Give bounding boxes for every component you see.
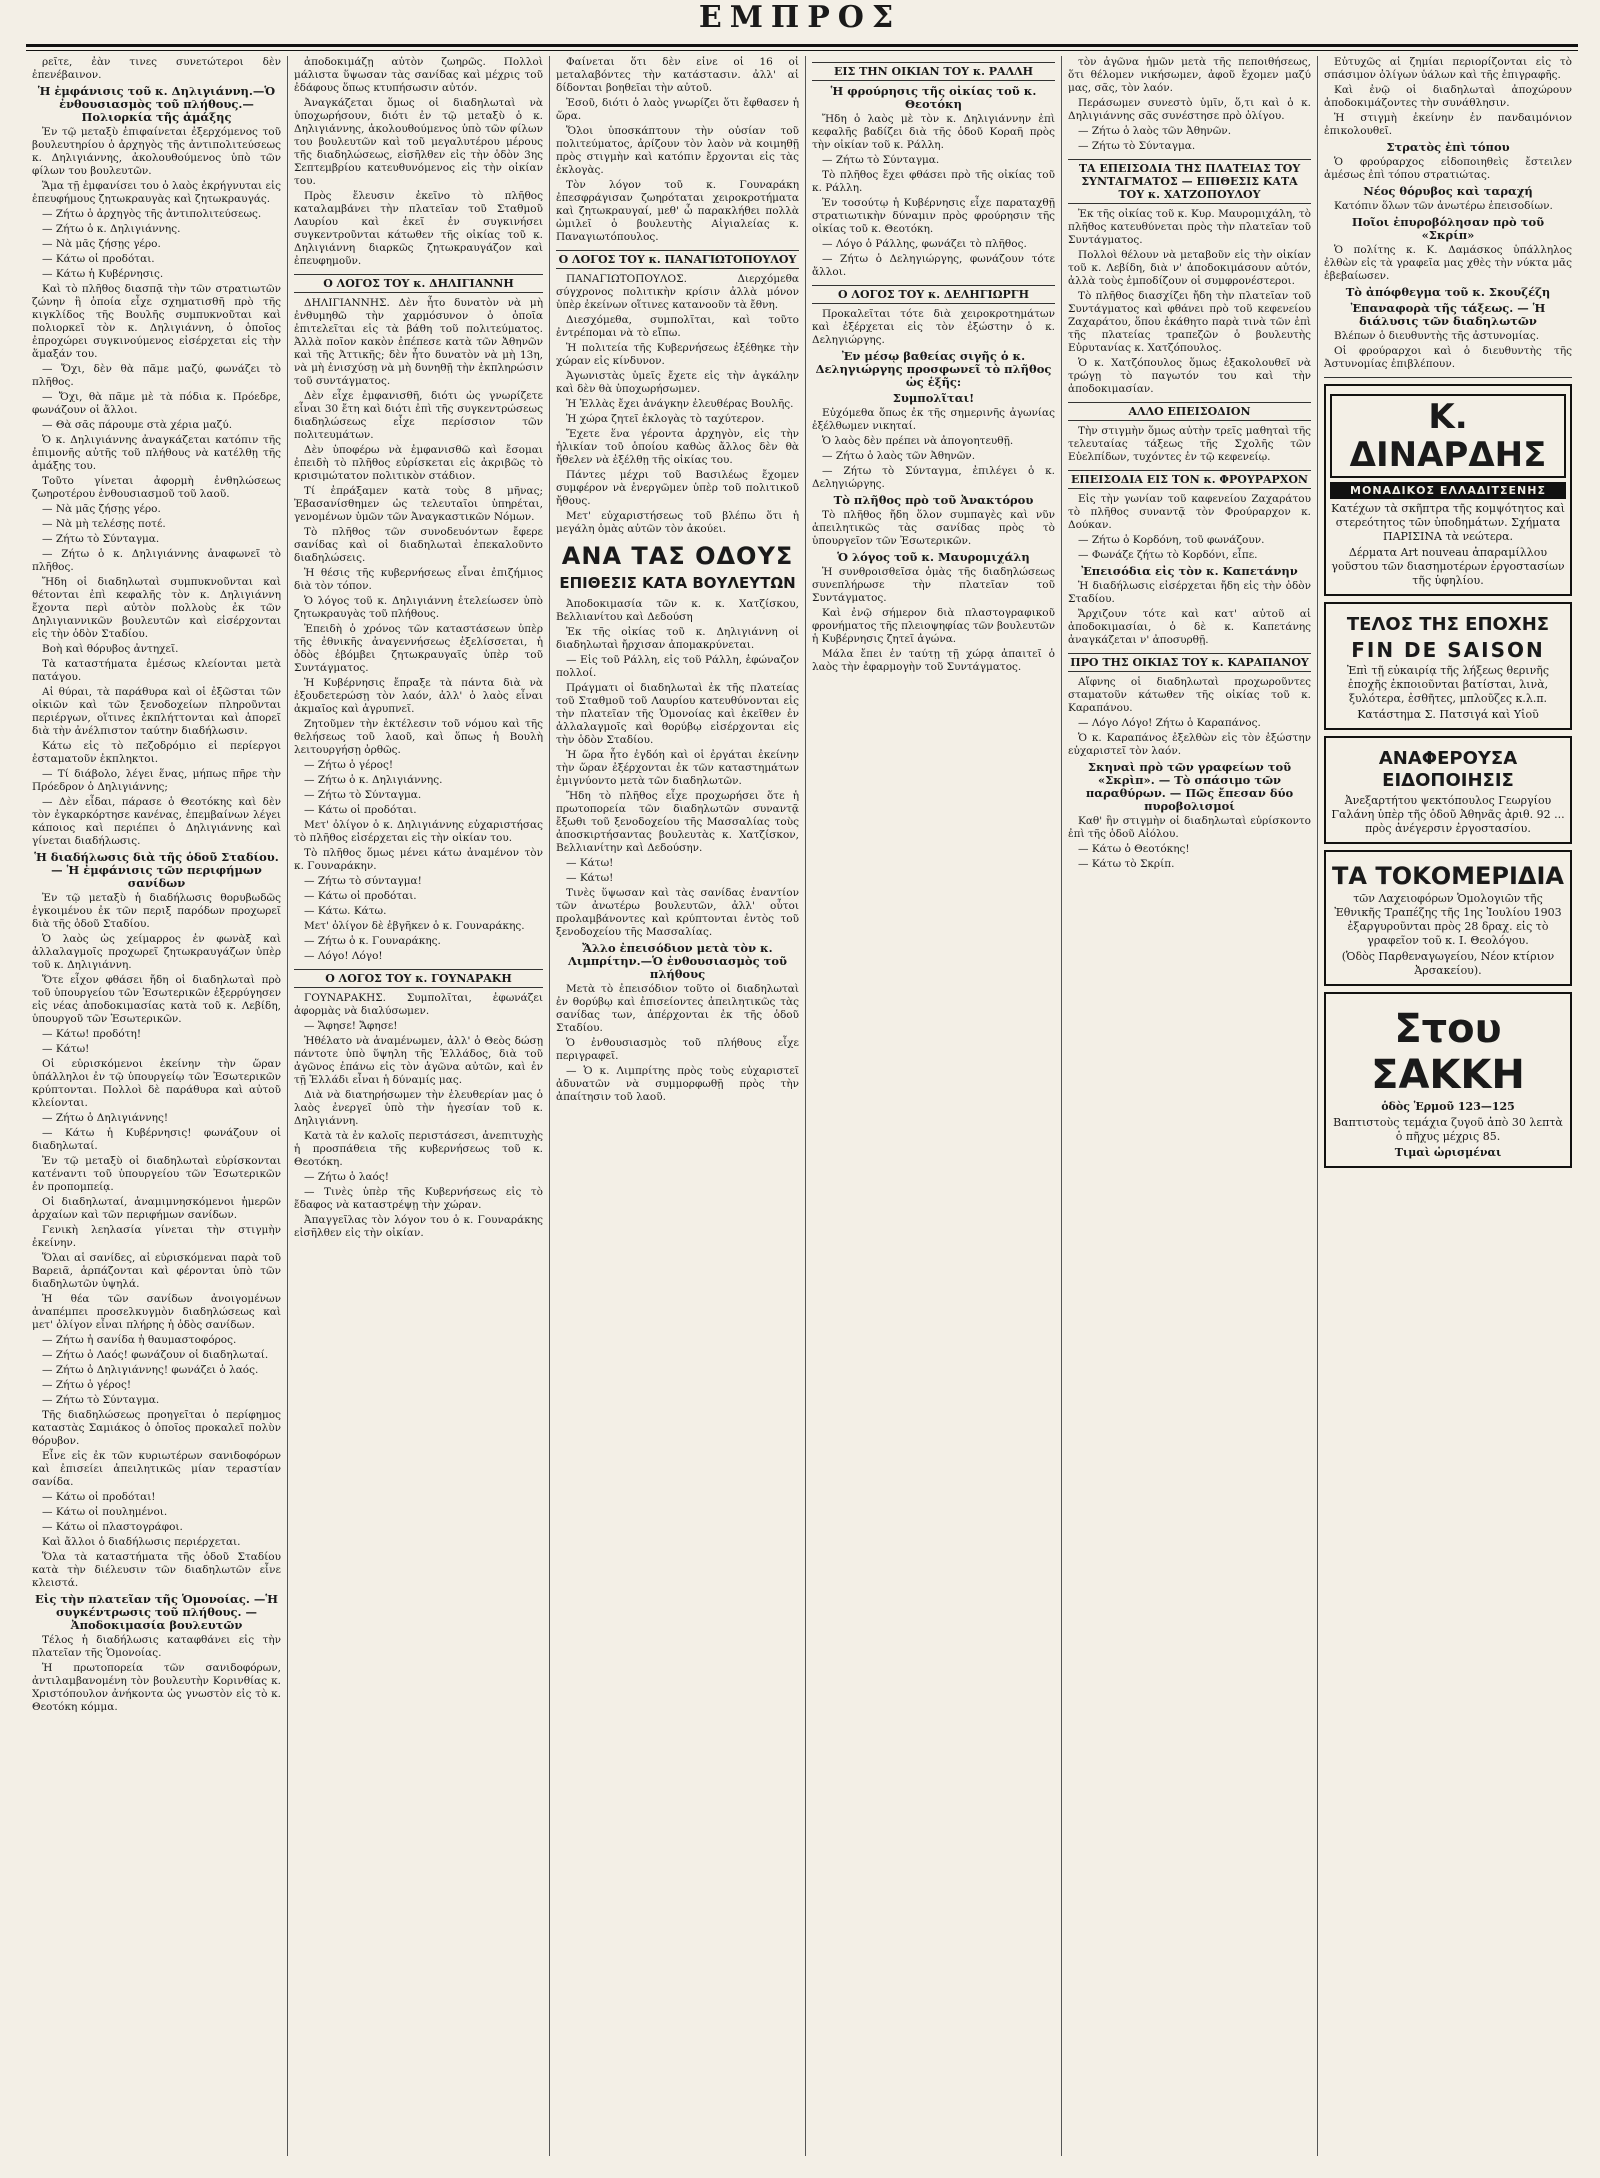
- article-paragraph: — Ὄχι, θὰ πᾶμε μὲ τὰ πόδια κ. Πρόεδρε, φωνάζουν οἱ ἄλλοι.: [32, 391, 281, 416]
- article-paragraph: — Ὄχι, δὲν θὰ πᾶμε μαζύ, φωνάζει τὸ πλῆθος.: [32, 363, 281, 388]
- article-paragraph: Ἐν τοσούτῳ ἡ Κυβέρνησις εἶχε παραταχθῇ στρατιωτικὴν δύναμιν πρὸς φρούρησιν τῆς οἰκίας τοῦ κ. Θεοτόκη.: [812, 197, 1055, 235]
- article-paragraph: — Εἰς τοῦ Ράλλη, εἰς τοῦ Ράλλη, ἐφώναζον πολλοί.: [556, 654, 799, 679]
- article-paragraph: — Ζήτω ὁ γέρος!: [42, 1379, 132, 1391]
- article-subheading: Ἐπεισόδια εἰς τὸν κ. Καπετάνην: [1081, 564, 1298, 578]
- article-paragraph: — Λόγο ὁ Ράλλης, φωνάζει τὸ πλῆθος.: [822, 238, 1027, 250]
- article-paragraph: Καθ' ἣν στιγμὴν οἱ διαδηλωταὶ εὑρίσκοντο ἐπὶ τῆς ὁδοῦ Αἰόλου.: [1068, 815, 1311, 840]
- ad-fin-de-saison: [1324, 602, 1572, 730]
- article-paragraph: — Ἄφησε! Ἄφησε!: [304, 1020, 398, 1032]
- article-paragraph: Ἐπειδὴ ὁ χρόνος τῶν καταστάσεων ὑπὲρ τῆς ἐθνικῆς ἀναγεννήσεως ἐξελίσσεται, ἡ ὁδὸς ἐβόμβει ζητωκραυγαῖς ὑπὲρ τοῦ Συντάγματος.: [294, 623, 543, 674]
- ad-separator: [1324, 377, 1572, 378]
- article-paragraph: Τὸ πλῆθος ἔχει φθάσει πρὸ τῆς οἰκίας τοῦ κ. Ράλλη.: [812, 169, 1055, 194]
- ad-tokomeridia-line: (Ὁδὸς Παρθεναγωγείου, Νέον κτίριον Ἀρσακείου).: [1341, 950, 1555, 977]
- ad-tokomeridia-title: ΤΑ ΤΟΚΟΜΕΡΙΔΙΑ: [1332, 862, 1564, 890]
- article-paragraph: — Ζήτω ὁ γέρος!: [304, 759, 394, 771]
- article-paragraph: Εὐχόμεθα ὅπως ἐκ τῆς σημερινῆς ἀγωνίας ἐξέλθωμεν νικηταί.: [812, 407, 1055, 432]
- article-paragraph: — Ζήτω ὁ κ. Γουναράκης.: [304, 935, 441, 947]
- ad-sakkis-line: ὁδὸς Ἑρμοῦ 123—125: [1381, 1100, 1515, 1113]
- article-paragraph: — Ζήτω τὸ σύνταγμα!: [304, 875, 422, 887]
- article-paragraph: Καὶ ἐνῷ σήμερον διὰ πλαστογραφικοῦ φρονήματος τῆς πλειοψηφίας τῶν βουλευτῶν ἡ Κυβέρνησις ζητεῖ ἀγώνα.: [812, 607, 1055, 645]
- article-subheading: Ἡ διαδήλωσις διὰ τῆς ὁδοῦ Σταδίου. — Ἡ ἐμφάνισις τῶν περιφήμων σανίδων: [34, 850, 279, 890]
- ad-dinardis-line: Κατέχων τὰ σκῆπτρα τῆς κομψότητος καὶ στερεότητος τῶν ὑποδημάτων. Σχήματα ΠΑΡΙΣΙΝΑ τὰ νεώτερα.: [1331, 502, 1565, 543]
- article-subheading: Ἡ ἐμφάνισις τοῦ κ. Δηλιγιάννη.—Ὁ ἐνθουσιασμὸς τοῦ πλήθους.—Πολιορκία τῆς ἁμάξης: [37, 84, 276, 124]
- masthead-rule-thin: [26, 50, 1578, 51]
- article-paragraph: — Κάτω!: [566, 857, 614, 869]
- article-paragraph: Ἡ Κυβέρνησις ἔπραξε τὰ πάντα διὰ νὰ ἐξουδετερώσῃ τὸν λαόν, ἀλλ' ὁ λαὸς εἶναι ἀκμαῖος καὶ ἀγρυπνεῖ.: [294, 677, 543, 715]
- article-paragraph: Τέλος ἡ διαδήλωσις καταφθάνει εἰς τὴν πλατεῖαν τῆς Ὁμονοίας.: [32, 1634, 281, 1659]
- article-paragraph: Τὸν λόγον τοῦ κ. Γουναράκη ἐπεσφράγισαν ζωηρόταται χειροκροτήματα καὶ ζητωκραυγαί, μεθ' ὧ παρακλήθει πολλὰ ὡμιλεῖ ὁ βουλευτὴς Αἰγιαλείας κ. Παναγιωτόπουλος.: [556, 179, 799, 243]
- ad-sakkis-line: Τιμαὶ ὡρισμέναι: [1394, 1146, 1502, 1159]
- article-paragraph: — Νὰ μᾶς ζήσῃς γέρο.: [42, 238, 161, 250]
- article-paragraph: — Κάτω ἡ Κυβέρνησις! φωνάζουν οἱ διαδηλωταί.: [32, 1127, 281, 1152]
- article-paragraph: — Ζήτω ὁ Δηλιγιάννης!: [42, 1112, 169, 1124]
- ad-fin-line: Ἐπὶ τῇ εὐκαιρίᾳ τῆς λήξεως θερινῆς ἐποχῆς ἐκποιοῦνται βατίσται, λινὰ, ξυλότερα, ἐσθῆτες, μπλοῦζες κ.λ.π.: [1346, 664, 1550, 705]
- article-paragraph: Μετ' εὐχαριστήσεως τοῦ βλέπω ὅτι ἡ μεγάλη ὁμὰς αὐτῶν τὸν ἀκούει.: [556, 510, 799, 535]
- article-paragraph: Ἡ ὥρα ἦτο ἐγδόη καὶ οἱ ἐργάται ἐκείνην τὴν ὥραν ἐξέρχονται ἐκ τῶν καταστημάτων ἐμιγνύοντο μετὰ τῶν διαδηλωτῶν.: [556, 749, 799, 787]
- article-paragraph: Τῆς διαδηλώσεως προηγεῖται ὁ περίφημος καταστὰς Σαμιάκος ὁ ὁποῖος προκαλεῖ πολὺν θόρυβον.: [32, 1409, 281, 1447]
- article-paragraph: Ἔχετε ἕνα γέροντα ἀρχηγὸν, εἰς τὴν ἡλικίαν τοῦ ὁποίου καθὼς ἄλλος δὲν θὰ ἤθελεν νὰ ἐξέλθῃ τῆς οἰκίας του.: [556, 428, 799, 466]
- article-paragraph: Ὅλαι αἱ σανίδες, αἱ εὑρισκόμεναι παρὰ τοῦ Βαρειᾶ, ἁρπάζονται καὶ φέρονται ὑπὸ τῶν διαδηλωτῶν ὑψηλά.: [32, 1252, 281, 1290]
- article-paragraph: τὸν ἀγῶνα ἡμῶν μετὰ τῆς πεποιθήσεως, ὅτι θέλομεν νικήσωμεν, ἀφοῦ ἔχομεν μαζύ μας, σᾶς, τὸν λαόν.: [1068, 56, 1311, 94]
- article-paragraph: Ὁ λόγος τοῦ κ. Δηλιγιάννη ἐτελείωσεν ὑπὸ ζητωκραυγὰς τοῦ πλήθους.: [294, 595, 543, 620]
- article-paragraph: Τοῦτο γίνεται ἀφορμὴ ἐνθηλώσεως ζωηροτέρου ἐνθουσιασμοῦ τοῦ λαοῦ.: [32, 475, 281, 500]
- article-paragraph: Κατόπιν ὅλων τῶν ἀνωτέρω ἐπεισοδίων.: [1334, 200, 1553, 212]
- article-paragraph: Ἡ στιγμὴ ἐκείνην ἐν πανδαιμόνιον ἐπικολουθεῖ.: [1324, 112, 1572, 137]
- article-paragraph: — Κάτω. Κάτω.: [304, 905, 387, 917]
- article-paragraph: — Κάτω οἱ προδόται.: [304, 890, 417, 902]
- article-paragraph: — Ζήτω ὁ λαὸς τῶν Ἀθηνῶν.: [1078, 125, 1232, 137]
- column-4: [806, 56, 1062, 2156]
- article-paragraph: — Ζήτω τὸ Σύνταγμα.: [822, 154, 940, 166]
- article-heading: ΠΡΟ ΤΗΣ ΟΙΚΙΑΣ ΤΟΥ κ. ΚΑΡΑΠΑΝΟΥ: [1068, 653, 1311, 672]
- ad-dinardis: [1324, 384, 1572, 596]
- ad-tokomeridia-line: τῶν Λαχειοφόρων Ὁμολογιῶν τῆς Ἐθνικῆς Τραπέζης τῆς 1ης Ἰουλίου 1903 ἐξαργυροῦνται πρὸς 28 δραχ. εἰς τὸ γραφεῖον τοῦ κ. Ι. Θεολόγου.: [1334, 892, 1562, 947]
- article-paragraph: Βοὴ καὶ θόρυβος ἀντηχεῖ.: [42, 643, 179, 655]
- article-paragraph: Πάντες μέχρι τοῦ Βασιλέως ἔχομεν συμφέρον νὰ ἐνεργῶμεν ὑπὲρ τοῦ πολιτικοῦ ἤθους.: [556, 469, 799, 507]
- article-paragraph: Ἐν τῷ μεταξὺ ἐπιφαίνεται ἐξερχόμενος τοῦ βουλευτηρίου ὁ ἀρχηγὸς τῆς ἀντιπολιτεύσεως κ. Δηλιγιάννης, ἀκολουθούμενος ὑπὸ τῶν φίλων του βουλευτῶν.: [32, 126, 281, 177]
- article-paragraph: — Θὰ σᾶς πάρουμε στὰ χέρια μαζύ.: [42, 419, 233, 431]
- article-paragraph: Ὁ κ. Χατζόπουλος ὅμως ἐξακολουθεῖ νὰ τρώγῃ τὸ παγωτόν του καὶ τὴν ἀποδοκιμασίαν.: [1068, 357, 1311, 395]
- article-paragraph: Πολλοὶ θέλουν νὰ μεταβοῦν εἰς τὴν οἰκίαν τοῦ κ. Λεβίδη, διὰ ν' ἀποδοκιμάσουν αὐτόν, ἀλλὰ τοὺς ἐμποδίζουν οἱ συμφρονέστεροι.: [1068, 249, 1311, 287]
- article-paragraph: Ἅμα τῇ ἐμφανίσει του ὁ λαὸς ἐκρήγνυται εἰς ἐπευφήμους ζητωκραυγὰς καὶ ζητωκραυγάς.: [32, 180, 281, 205]
- article-paragraph: — Ζήτω τὸ Σύνταγμα.: [304, 789, 422, 801]
- article-paragraph: Ἐκ τῆς οἰκίας τοῦ κ. Δηλιγιάννη οἱ διαδηλωταὶ ἤρχισαν ἀπομακρύνεται.: [556, 626, 799, 651]
- article-subheading: Σκηναὶ πρὸ τῶν γραφείων τοῦ «Σκρὶπ». — Τὸ σπάσιμο τῶν παραθύρων. — Πῶς ἔπεσαν δύο πυροβολισμοί: [1085, 760, 1294, 813]
- article-paragraph: Καὶ ἄλλοι ὁ διαδήλωσις περιέρχεται.: [42, 1536, 241, 1548]
- article-paragraph: — Ζήτω ἡ σανίδα ἡ θαυμαστοφόρος.: [42, 1334, 237, 1346]
- article-paragraph: — Κάτω οἱ προδόται.: [42, 253, 155, 265]
- article-paragraph: Ὁ κ. Δηλιγιάννης ἀναγκάζεται κατόπιν τῆς ἐπιμονῆς αὐτῆς τοῦ πλήθους νὰ κατέλθῃ τῆς ἁμάξης του.: [32, 434, 281, 472]
- article-paragraph: Ζητοῦμεν τὴν ἐκτέλεσιν τοῦ νόμου καὶ τῆς θελήσεως τοῦ λαοῦ, καὶ ὅπως ἡ Βουλὴ λειτουργήσῃ ὀρθῶς.: [294, 718, 543, 756]
- ad-anaferousa-text: Ἀνεξαρτήτου ψεκτόπουλος Γεωργίου Γαλάνη ὑπὲρ τῆς ὁδοῦ Ἀθηνᾶς ἀριθ. 92 ... πρὸς ἀνέγερσιν ἐργοστασίου.: [1331, 794, 1565, 835]
- article-subheading: Τὸ ἀπόφθεγμα τοῦ κ. Σκουζέζη: [1345, 285, 1551, 299]
- article-paragraph: Οἱ διαδηλωταί, ἀναμιμνησκόμενοι ἡμερῶν ἀρχαίων καὶ τῶν περιφήμων σανίδων.: [32, 1196, 281, 1221]
- article-paragraph: — Κάτω!: [42, 1043, 90, 1055]
- article-paragraph: — Ζήτω τὸ Σύνταγμα.: [1078, 140, 1196, 152]
- article-paragraph: — Λόγο Λόγο! Ζήτω ὁ Καραπάνος.: [1078, 717, 1261, 729]
- article-paragraph: ρεῖτε, ἐὰν τινες συνετώτεροι δὲν ἐπενέβαινον.: [32, 56, 281, 81]
- article-paragraph: — Φωνάζε ζήτω τὸ Κορδόνι, εἶπε.: [1078, 549, 1258, 561]
- column-2: [288, 56, 550, 2156]
- article-paragraph: Μετὰ τὸ ἐπεισόδιον τοῦτο οἱ διαδηλωταὶ ἐν θορύβῳ καὶ ἐπισείοντες ἀπειλητικῶς τὰς σανίδας των, ἀπέρχονται ἐκ τῆς ὁδοῦ Σταδίου.: [556, 983, 799, 1034]
- article-paragraph: Ἐν τῷ μεταξὺ ἡ διαδήλωσις θορυβωδῶς ἐγκοιμένου ἐκ τῶν περιξ παρόδων προχωρεῖ διὰ τῆς ὁδοῦ Σταδίου.: [32, 892, 281, 930]
- article-paragraph: Αἴφνης οἱ διαδηλωταὶ προχωροῦντες σταματοῦν κάτωθεν τῆς οἰκίας τοῦ κ. Καραπάνου.: [1068, 676, 1311, 714]
- article-paragraph: Ὁ φρούραρχος εἰδοποιηθεὶς ἔστειλεν ἀμέσως ἐπὶ τόπου στρατιώτας.: [1324, 156, 1572, 181]
- article-subheading: Νέος θόρυβος καὶ ταραχή: [1363, 184, 1533, 198]
- article-paragraph: — Κάτω οἱ πλαστογράφοι.: [42, 1521, 183, 1533]
- article-paragraph: Ὅτε εἶχον φθάσει ἤδη οἱ διαδηλωταὶ πρὸ τοῦ ὑπουργείου τῶν Ἐσωτερικῶν ἐξερρύγησεν εἰς νέας ἀποδοκιμασίας κατὰ τοῦ κ. Λεβίδη, ὑπουργοῦ τῶν Ἐσωτερικῶν.: [32, 974, 281, 1025]
- article-paragraph: Τὴν στιγμὴν ὅμως αὐτὴν τρεῖς μαθηταὶ τῆς τελευταίας τάξεως τῆς Σχολῆς τῶν Εὐελπίδων, τυχόντες ἐν τῷ κεφενείῳ.: [1068, 425, 1311, 463]
- article-paragraph: — Κάτω ὁ Θεοτόκης!: [1078, 843, 1190, 855]
- article-paragraph: Ἐκ τῆς οἰκίας τοῦ κ. Κυρ. Μαυρομιχάλη, τὸ πλῆθος κατευθύνεται πρὸς τὴν πλατεῖαν τοῦ Συντάγματος.: [1068, 208, 1311, 246]
- article-subheading: Τὸ πλῆθος πρὸ τοῦ Ἀνακτόρου: [833, 493, 1034, 507]
- article-paragraph: — Ζήτω τὸ Σύνταγμα, ἐπιλέγει ὁ κ. Δεληγιώργης.: [812, 465, 1055, 490]
- article-paragraph: Διεσχόμεθα, συμπολῖται, καὶ τοῦτο ἐντρέπομαι νὰ τὸ εἴπω.: [556, 314, 799, 339]
- article-paragraph: Καὶ ἐνῷ οἱ διαδηλωταὶ ἀποχώρουν ἀποδοκιμάζοντες τὴν συνάθλησιν.: [1324, 84, 1572, 109]
- article-paragraph: Αἱ θύραι, τὰ παράθυρα καὶ οἱ ἐξῶσται τῶν οἰκιῶν καὶ τῶν ξενοδοχείων πληροῦνται περιέργων, οἵτινες ἐκπλήττονται καὶ ἀπορεῖ διὰ τὴν ἀνέλπιστον ταύτην διαδήλωσιν.: [32, 686, 281, 737]
- article-paragraph: — Ζήτω ὁ λαός!: [304, 1171, 389, 1183]
- ad-fin-line: Κατάστημα Σ. Πατσιγά καὶ Υἱοῦ: [1357, 708, 1539, 721]
- article-heading: ΕΙΣ ΤΗΝ ΟΙΚΙΑΝ ΤΟΥ κ. ΡΑΛΛΗ: [812, 62, 1055, 81]
- ad-anaferousa: [1324, 736, 1572, 844]
- article-heading: Ο ΛΟΓΟΣ ΤΟΥ κ. ΓΟΥΝΑΡΑΚΗ: [294, 969, 543, 988]
- article-paragraph: — Ζήτω τὸ Σύνταγμα.: [42, 533, 160, 545]
- article-paragraph: — Νὰ μᾶς ζήσῃς γέρο.: [42, 503, 161, 515]
- article-paragraph: ΠΑΝΑΓΙΩΤΟΠΟΥΛΟΣ. Διερχόμεθα σύγχρονος πολιτικὴν κρίσιν ἀλλὰ μόνον ὑπὲρ ἐκείνων οἵτινες κατανοοῦν τὰ ἔθνη.: [556, 273, 799, 311]
- article-paragraph: ΓΟΥΝΑΡΑΚΗΣ. Συμπολῖται, ἐφωνάζει ἀφορμὰς νὰ διαλύσωμεν.: [294, 992, 543, 1017]
- article-paragraph: Δὲν εἶχε ἐμφανισθῆ, διότι ὡς γνωρίζετε εἶναι 30 ἔτη καὶ διότι ἐπὶ τῆς συγκεντρώσεως διαδηλώσεως εἶχε περίσσιον τῶν πολιτευμάτων.: [294, 390, 543, 441]
- article-subheading: Εἰς τὴν πλατεῖαν τῆς Ὁμονοίας. —Ἡ συγκέντρωσις τοῦ πλήθους. — Ἀποδοκιμασία βουλευτῶν: [35, 1592, 278, 1632]
- article-paragraph: Περάσωμεν συνεστὸ ὑμῖν, ὅ,τι καὶ ὁ κ. Δηλιγιάννης σᾶς συνέστησε πρὸ ὀλίγου.: [1068, 97, 1311, 122]
- ad-sakkis-line: Βαπτιστοὺς τεμάχια ζυγοῦ ἀπὸ 30 λεπτὰ ὁ πῆχυς μέχρις 85.: [1333, 1116, 1563, 1143]
- article-heading: ΤΑ ΕΠΕΙΣΟΔΙΑ ΤΗΣ ΠΛΑΤΕΙΑΣ ΤΟΥ ΣΥΝΤΑΓΜΑΤΟΣ — ΕΠΙΘΕΣΙΣ ΚΑΤΑ ΤΟΥ κ. ΧΑΤΖΟΠΟΥΛΟΥ: [1068, 159, 1311, 204]
- article-paragraph: Ἀναγκάζεται ὅμως οἱ διαδηλωταὶ νὰ ὑποχωρήσουν, διότι ἐν τῷ μεταξὺ ὁ κ. Δηλιγιάννης, ἀκολουθούμενος ὑπὸ τῶν φίλων του βουλευτῶν καὶ τοῦ μεγαλυτέρου μέρους τῆς διαδηλώσεως, εἰσῆλθεν εἰς τὴν ὁδὸν 3ης Σεπτεμβρίου κατευθυνόμενος εἰς τὴν οἰκίαν του.: [294, 97, 543, 187]
- article-paragraph: Ἡ θέα τῶν σανίδων ἀνοιγομένων ἀναπέμπει προσελκυγμὸν διαδηλώσεως καὶ μετ' ὀλίγον εἶναι πλήρης ἡ ὁδὸς σανίδων.: [32, 1293, 281, 1331]
- column-1: [26, 56, 288, 2156]
- article-paragraph: — Ζήτω ὁ κ. Δηλιγιάννης ἀναφωνεῖ τὸ πλῆθος.: [32, 548, 281, 573]
- ad-dinardis-line: Δέρματα Art nouveau ἀπαραμίλλου γοῦστου τῶν διασημοτέρων ἐργοστασίων τῆς ὑφηλίου.: [1331, 546, 1565, 587]
- article-paragraph: — Κάτω οἱ προδόται!: [42, 1491, 156, 1503]
- article-paragraph: Γενικὴ λεηλασία γίνεται τὴν στιγμὴν ἐκείνην.: [32, 1224, 281, 1249]
- article-paragraph: Οἱ εὑρισκόμενοι ἐκείνην τὴν ὥραν ὑπάλληλοι ἐν τῷ ὑπουργείῳ τῶν Ἐσωτερικῶν κρύπτονται. Πολλοὶ δὲ παράθυρα καὶ αὐτοῦ κλείονται.: [32, 1058, 281, 1109]
- article-paragraph: Ἠθέλατο νὰ ἀναμένωμεν, ἀλλ' ὁ Θεὸς δώσῃ πάντοτε ὑπὸ ὕψηλη τῆς Ἑλλάδος, διὰ τοῦ ἀγῶνος ἐπάνω εἰς τὸν ἀγῶνα αὐτῶν, καὶ ἐν τῇ Ἑλλάδι εἶναι ἡ δύναμίς μας.: [294, 1035, 543, 1086]
- article-paragraph: Ἀπαγγεῖλας τὸν λόγον του ὁ κ. Γουναράκης εἰσῆλθεν εἰς τὴν οἰκίαν.: [294, 1214, 543, 1239]
- ad-fin-title-gr: ΤΕΛΟΣ ΤΗΣ ΕΠΟΧΗΣ: [1346, 614, 1550, 635]
- article-paragraph: Ἀγωνιστὰς ὑμεῖς ἔχετε εἰς τὴν ἀγκάλην καὶ δὲν θὰ ὑποχωρήσωμεν.: [556, 370, 799, 395]
- article-paragraph: — Ζήτω ὁ Δεληγιώργης, φωνάζουν τότε ἄλλοι.: [812, 253, 1055, 278]
- article-paragraph: — Ζήτω τὸ Σύνταγμα.: [42, 1394, 160, 1406]
- article-paragraph: Ἤδη τὸ πλῆθος εἶχε προχωρήσει ὅτε ἡ πρωτοπορεία τῶν διαδηλωτῶν συναντᾷ ἔξωθι τοῦ ξενοδοχείου τῆς Μασσαλίας τοὺς ἀποσκιρτήσαντας βουλευτὰς κ. Χατζίσκον, Βελλιανίτην καὶ Δεδούσην.: [556, 790, 799, 854]
- column-5: [1062, 56, 1318, 2156]
- article-paragraph: Εἰς τὴν γωνίαν τοῦ καφενείου Ζαχαράτου τὸ πλῆθος συναντᾷ τὸν Φρούραρχον κ. Δούκαν.: [1068, 493, 1311, 531]
- article-paragraph: Κάτω εἰς τὸ πεζοδρόμιο εἰ περίεργοι ἐσταματοῦν ἐκπληκτοι.: [32, 740, 281, 765]
- article-paragraph: Διὰ νὰ διατηρήσωμεν τὴν ἐλευθερίαν μας ὁ λαὸς ἐνεργεῖ ὑπὸ τὴν ἡγεσίαν τοῦ κ. Δηλιγιάννη.: [294, 1089, 543, 1127]
- article-paragraph: — Λόγο! Λόγο!: [304, 950, 383, 962]
- article-paragraph: Μετ' ὀλίγον ὁ κ. Δηλιγιάννης εὐχαριστήσας τὸ πλῆθος εἰσέρχεται εἰς τὴν οἰκίαν του.: [294, 819, 543, 844]
- article-heading: Ο ΛΟΓΟΣ ΤΟΥ κ. ΔΗΛΙΓΙΑΝΝΗ: [294, 274, 543, 293]
- article-paragraph: Ἡ πολιτεία τῆς Κυβερνήσεως ἐξέθηκε τὴν χώραν εἰς κίνδυνον.: [556, 342, 799, 367]
- article-paragraph: Ὁ λαὸς ὡς χείμαρρος ἐν φωνὰξ καὶ ἀλλαλαγμοῖς προχωρεῖ ζητωκραυγάζων ὑπὲρ τοῦ κ. Δηλιγιάννη.: [32, 933, 281, 971]
- article-paragraph: — Κάτω οἱ προδόται.: [304, 804, 417, 816]
- article-paragraph: Μετ' ὀλίγον δὲ ἐβγῆκεν ὁ κ. Γουναράκης.: [304, 920, 525, 932]
- ad-anaferousa-title: ΑΝΑΦΕΡΟΥΣΑ ΕΙΔΟΠΟΙΗΣΙΣ: [1378, 748, 1518, 791]
- article-paragraph: Ὅλα τὰ καταστήματα τῆς ὁδοῦ Σταδίου κατὰ τὴν διέλευσιν τῶν διαδηλωτῶν εἶνε κλειστά.: [32, 1551, 281, 1589]
- article-subheading: Ἐν μέσῳ βαθείας σιγῆς ὁ κ. Δεληγιώργης προσφωνεῖ τὸ πλῆθος ὡς ἑξῆς:: [815, 349, 1052, 389]
- article-heading: Ο ΛΟΓΟΣ ΤΟΥ κ. ΠΑΝΑΓΙΩΤΟΠΟΥΛΟΥ: [556, 250, 799, 269]
- article-paragraph: Τὸ πλῆθος τῶν συνοδευόντων ἔφερε σανίδας καὶ οἱ διαδηλωταὶ ἐπεκαλοῦντο διαδηλώσεις.: [294, 526, 543, 564]
- article-paragraph: — Ζήτω ὁ κ. Δηλιγιάννης.: [304, 774, 443, 786]
- article-paragraph: Ἡ διαδήλωσις εἰσέρχεται ἤδη εἰς τὴν ὁδὸν Σταδίου.: [1068, 580, 1311, 605]
- article-paragraph: ἀποδοκιμάζῃ αὐτὸν ζωηρῶς. Πολλοὶ μάλιστα ὕψωσαν τὰς σανίδας καὶ μέχρις τοῦ ἐδάφους ὅπως κτυπήσωσιν αὐτόν.: [294, 56, 543, 94]
- article-paragraph: Ἤδη ὁ λαὸς μὲ τὸν κ. Δηλιγιάννην ἐπὶ κεφαλῆς βαδίζει διὰ τῆς ὁδοῦ Κοραῆ πρὸς τὴν οἰκίαν τοῦ κ. Ράλλη.: [812, 113, 1055, 151]
- article-paragraph: Εὐτυχῶς αἱ ζημίαι περιορίζονται εἰς τὸ σπάσιμον ὀλίγων ὑάλων καὶ τῆς ἐπιγραφῆς.: [1324, 56, 1572, 81]
- article-paragraph: — Ζήτω ὁ κ. Δηλιγιάννης.: [42, 223, 181, 235]
- article-paragraph: Δὲν ὑποφέρω νὰ ἐμφανισθῶ καὶ ἔσομαι ἐπειδὴ τὸ πλῆθος εὑρίσκεται εἰς ἀκριβῶς τὸ κρισιμώτατον πολιτικὸν στάδιον.: [294, 444, 543, 482]
- ad-sakkis-title: Στου ΣΑΚΚΗ: [1371, 1006, 1525, 1098]
- article-paragraph: — Νὰ μὴ τελέσῃς ποτέ.: [42, 518, 166, 530]
- article-subheading: Στρατὸς ἐπὶ τόπου: [1386, 140, 1510, 154]
- article-paragraph: Ὁ πολίτης κ. Κ. Δαμάσκος ὑπάλληλος ἐλθὼν εἰς τὰ γραφεῖα μας χθὲς τὴν νύκτα μᾶς ἐβεβαίωσεν.: [1324, 244, 1572, 282]
- article-paragraph: Ἄρχιζουν τότε καὶ κατ' αὐτοῦ αἱ ἀποδοκιμασίαι, ὁ δὲ κ. Καπετάνης ἀναγκάζεται ν' ἀποσυρθῇ.: [1068, 608, 1311, 646]
- section-subheadline: ΕΠΙΘΕΣΙΣ ΚΑΤΑ ΒΟΥΛΕΥΤΩΝ: [559, 574, 796, 592]
- article-paragraph: — Ὁ κ. Λιμπρίτης πρὸς τοὺς εὐχαριστεῖ ἀδυνατῶν νὰ συμμορφωθῇ πρὸς τὴν ἀπαίτησιν τοῦ λαοῦ.: [556, 1065, 799, 1103]
- column-6-ads: [1318, 56, 1578, 2156]
- masthead: [0, 0, 1600, 44]
- article-paragraph: Καὶ τὸ πλῆθος διασπᾷ τὴν τῶν στρατιωτῶν ζώνην ἣ ὁποία εἶχε σχηματισθῆ πρὸ τῆς κιγκλίδος τῆς Βουλῆς συμπυκνοῦται καὶ πολιορκεῖ τὸν κ. Δηλιγιάννη, ὁ ὁποῖος ἐπροχώρει συγκινούμενος εἰσέρχεται εἰς τὴν ἅμαξάν του.: [32, 283, 281, 360]
- article-paragraph: Ἐσοῦ, διότι ὁ λαὸς γνωρίζει ὅτι ἔφθασεν ἡ ὥρα.: [556, 97, 799, 122]
- ad-sakkis: [1324, 992, 1572, 1168]
- section-headline: ΑΝΑ ΤΑΣ ΟΔΟΥΣ: [561, 542, 794, 570]
- article-heading: ΑΛΛΟ ΕΠΕΙΣΟΔΙΟΝ: [1068, 402, 1311, 421]
- article-paragraph: Ἡ συνθροισθεῖσα ὁμὰς τῆς διαδηλώσεως συνεπλήρωσε τὴν πλατεῖαν τοῦ Συντάγματος.: [812, 566, 1055, 604]
- article-paragraph: — Ζήτω ὁ Κορδόνη, τοῦ φωνάζουν.: [1078, 534, 1265, 546]
- article-paragraph: — Κάτω!: [566, 872, 614, 884]
- article-paragraph: Οἱ φρούραρχοι καὶ ὁ διευθυντὴς τῆς Ἀστυνομίας ἐπιβλέπουν.: [1324, 345, 1572, 370]
- article-paragraph: — Τί διάβολο, λέγει ἕνας, μήπως πῆρε τὴν Πρόεδρον ὁ Δηλιγιάννης;: [32, 768, 281, 793]
- article-paragraph: Τὸ πλῆθος διασχίζει ἤδη τὴν πλατεῖαν τοῦ Συντάγματος καὶ φθάνει πρὸ τοῦ κεφενείου Ζαχαράτου, ὅπου ἐκάθητο παρὰ τινὰ τῶν ἐπὶ τῆς πλατείας τραπεζῶν ὁ βουλευτὴς Εὐρυτανίας κ. Χατζόπουλος.: [1068, 290, 1311, 354]
- article-paragraph: — Ζήτω ὁ λαὸς τῶν Ἀθηνῶν.: [822, 450, 976, 462]
- article-paragraph: Τὰ καταστήματα ἐμέσως κλείονται μετὰ πατάγου.: [32, 658, 281, 683]
- ad-dinardis-name: Κ. ΔΙΝΑΡΔΗΣ: [1330, 394, 1566, 478]
- article-paragraph: ΔΗΛΙΓΙΑΝΝΗΣ. Δὲν ἦτο δυνατὸν νὰ μὴ ἐνθυμηθῶ τὴν χαρμόσυνον ὁ ὁποῖα ἐπιτελεῖται εἰς τὰ βάθη τοῦ πολιτεύματος. Ἀλλὰ ποῖον κακὸν ἐπέπεσε κατὰ τῶν Ἀθηνῶν καὶ τῆς Ἀττικῆς; δὲν ἦτο δυνατὸν νὰ μὴ 13η, νὰ μὴ ἐνισχύσῃ νὰ μὴ δυνηθῇ τὴν ἐκπληρώσιν τοῦ συντάγματος.: [294, 297, 543, 387]
- article-paragraph: Ὁ λαὸς δὲν πρέπει νὰ ἀπογοητευθῇ.: [822, 435, 1014, 447]
- article-subheading: Ἄλλο ἐπεισόδιον μετὰ τὸν κ. Λιμπρίτην.—Ὁ ἐνθουσιασμὸς τοῦ πλήθους: [567, 941, 787, 981]
- article-paragraph: — Δὲν εἶδαι, πάρασε ὁ Θεοτόκης καὶ δὲν τὸν ἐγκαρκόρτησε κανένας, ἐπεμβαίνων λέγει κάποιος καὶ περιέπει ὁ Δηλιγιάννης καὶ γίνεται διαδήλωσις.: [32, 796, 281, 847]
- article-subheading: Ποῖοι ἐπυροβόλησαν πρὸ τοῦ «Σκρίπ»: [1351, 215, 1545, 242]
- article-paragraph: Ἀποδοκιμασία τῶν κ. κ. Χατζίσκου, Βελλιανίτου καὶ Δεδούση: [556, 598, 799, 623]
- article-paragraph: Ἡ θέσις τῆς κυβερνήσεως εἶναι ἐπιζήμιος διὰ τὸν τόπον.: [294, 567, 543, 592]
- article-paragraph: — Ζήτω ὁ Λαός! φωνάζουν οἱ διαδηλωταί.: [42, 1349, 269, 1361]
- column-6-articles: [1324, 56, 1572, 371]
- article-paragraph: Ἤδη οἱ διαδηλωταὶ συμπυκνοῦνται καὶ θέτονται ἐπὶ κεφαλῆς τὸν κ. Δηλιγιάννη ἔχοντα περὶ αὐτὸν πολλοὺς ἐκ τῶν Δηλιγιαννικῶν βουλευτῶν καὶ εἰσέρχονται εἰς τὴν ὁδὸν Σταδίου.: [32, 576, 281, 640]
- article-paragraph: Πράγματι οἱ διαδηλωταὶ ἐκ τῆς πλατείας τοῦ Σταθμοῦ τοῦ Λαυρίου κατευθύνονται εἰς τὴν πλατεῖαν τῆς Ὁμονοίας καὶ ἐκεῖθεν ἐν ἀλλαλαγμοῖς καὶ θορύβῳ εἰσέρχονται εἰς τὴν ὁδὸν Σταδίου.: [556, 682, 799, 746]
- article-paragraph: Ὅλοι ὑποσκάπτουν τὴν οὐσίαν τοῦ πολιτεύματος, ἀρίζουν τὸν λαὸν νὰ κοιμηθῇ πρὸς στιγμὴν καὶ κατόπιν ἔρχονται εἰς τὰς ἐκλογὰς.: [556, 125, 799, 176]
- masthead-rule: [26, 44, 1578, 47]
- article-paragraph: Μάλα ἔπει ἐν ταύτῃ τῇ χώρᾳ ἀπαιτεῖ ὁ λαὸς τὴν ἐφαρμογὴν τοῦ Συντάγματος.: [812, 648, 1055, 673]
- article-paragraph: Τὸ πλῆθος ἤδη ὅλον συμπαγὲς καὶ νῦν ἀπειλητικῶς τὰς σανίδας πρὸς τὸ ὑπουργεῖον τῶν Ἐσωτερικῶν.: [812, 509, 1055, 547]
- article-paragraph: Τινὲς ὕψωσαν καὶ τὰς σανίδας ἐναντίον τῶν ἀνωτέρω βουλευτῶν, ἀλλ' οὗτοι προλαμβάνοντες καὶ κρύπτονται ἐντὸς τοῦ ξενοδοχείου τῆς Μασσαλίας.: [556, 887, 799, 938]
- article-paragraph: — Κάτω ἡ Κυβέρνησις.: [42, 268, 164, 280]
- article-paragraph: Ὁ κ. Καραπάνος ἐξελθὼν εἰς τὸν ἐξώστην εὐχαριστεῖ τὸν λαόν.: [1068, 732, 1311, 757]
- columns-container: [26, 56, 1578, 2156]
- article-paragraph: — Ζήτω ὁ Δηλιγιάννης! φωνάζει ὁ λαός.: [42, 1364, 259, 1376]
- ad-fin-title-fr: FIN DE SAISON: [1351, 638, 1545, 662]
- article-paragraph: Κατὰ τὰ ἐν καλοῖς περιστάσεσι, ἀνεπιτυχὴς ἡ προσπάθεια τῆς κυβερνήσεως τοῦ κ. Θεοτόκη.: [294, 1130, 543, 1168]
- article-paragraph: Βλέπων ὁ διευθυντὴς τῆς ἀστυνομίας.: [1334, 330, 1540, 342]
- article-heading: ΕΠΕΙΣΟΔΙΑ ΕΙΣ ΤΟΝ κ. ΦΡΟΥΡΑΡΧΟΝ: [1068, 470, 1311, 489]
- article-subheading: Ὁ λόγος τοῦ κ. Μαυρομιχάλη: [837, 550, 1030, 564]
- article-paragraph: — Τινὲς ὑπὲρ τῆς Κυβερνήσεως εἰς τὸ ἔδαφος νὰ καταστρέψῃ τὴν χώραν.: [294, 1186, 543, 1211]
- article-paragraph: Φαίνεται ὅτι δὲν εἶνε οἱ 16 οἱ μεταλαβόντες τὴν κατάστασιν. ἀλλ' αἱ δίδονται βοηθεῖαι τὴν αὐτοῦ.: [556, 56, 799, 94]
- article-paragraph: — Κάτω! προδότη!: [42, 1028, 142, 1040]
- ad-dinardis-banner: ΜΟΝΑΔΙΚΟΣ ΕΛΛΑΔΙΤΣΕΝΗΣ: [1330, 482, 1566, 499]
- article-paragraph: Τί ἐπράξαμεν κατὰ τοὺς 8 μῆνας; Ἐβασανίσθημεν ὡς τελευταῖοι ὑπηρέται, γενομένων ὑμῶν τῶν Ἀναγκαστικῶν Νόμων.: [294, 485, 543, 523]
- article-paragraph: — Κάτω τὸ Σκρίπ.: [1078, 858, 1175, 870]
- article-paragraph: Ἡ Ἑλλὰς ἔχει ἀνάγκην ἐλευθέρας Βουλῆς.: [566, 398, 794, 410]
- article-subheading: Συμπολῖται!: [892, 391, 975, 405]
- article-heading: Ο ΛΟΓΟΣ ΤΟΥ κ. ΔΕΛΗΓΙΩΡΓΗ: [812, 285, 1055, 304]
- column-3: [550, 56, 806, 2156]
- article-paragraph: Ἐν τῷ μεταξὺ οἱ διαδηλωταὶ εὑρίσκονται κατέναντι τοῦ ὑπουργείου τῶν Ἐσωτερικῶν ἐν προπομπείᾳ.: [32, 1155, 281, 1193]
- article-paragraph: Εἶνε εἰς ἐκ τῶν κυριωτέρων σανιδοφόρων καὶ ἐπισείει ἀπειλητικῶς μίαν τεραστίαν σανίδα.: [32, 1450, 281, 1488]
- article-paragraph: Προκαλεῖται τότε διὰ χειροκροτημάτων καὶ ἐξέρχεται εἰς τὸν ἐξώστην ὁ κ. Δεληγιώργης.: [812, 308, 1055, 346]
- newspaper-title: ΕΜΠΡΟΣ: [698, 0, 902, 35]
- article-subheading: Ἐπαναφορὰ τῆς τάξεως. — Ἡ διάλυσις τῶν διαδηλωτῶν: [1350, 301, 1546, 328]
- article-paragraph: — Κάτω οἱ πουλημένοι.: [42, 1506, 168, 1518]
- article-subheading: Ἡ φρούρησις τῆς οἰκίας τοῦ κ. Θεοτόκη: [830, 84, 1037, 111]
- ad-tokomeridia: [1324, 850, 1572, 986]
- article-paragraph: Ἡ πρωτοπορεία τῶν σανιδοφόρων, ἀντιλαμβανομένη τὸν βουλευτὴν Κορινθίας κ. Χριστόπουλον ἀνήκοντα ὡς γνωστὸν εἰς τὸ κ. Θεοτόκη κόμμα.: [32, 1662, 281, 1713]
- article-paragraph: — Ζήτω ὁ ἀρχηγὸς τῆς ἀντιπολιτεύσεως.: [42, 208, 262, 220]
- article-paragraph: Ἡ χώρα ζητεῖ ἐκλογὰς τὸ ταχύτερον.: [566, 413, 765, 425]
- article-paragraph: Τὸ πλῆθος ὅμως μένει κάτω ἀναμένον τὸν κ. Γουναράκην.: [294, 847, 543, 872]
- article-paragraph: Πρὸς ἔλευσιν ἐκεῖνο τὸ πλῆθος καταλαμβάνει τὴν πλατεῖαν τοῦ Σταθμοῦ Λαυρίου καὶ ἐκεῖ ἐν συγκινήσει συγκεντροῦνται κάτωθεν τῆς οἰκίας τοῦ κ. Δηλιγιάννη διαρκῶς ζητωκραυγάζον καὶ ἐπευφημοῦν.: [294, 190, 543, 267]
- article-paragraph: Ὁ ἐνθουσιασμὸς τοῦ πλήθους εἶχε περιγραφεῖ.: [556, 1037, 799, 1062]
